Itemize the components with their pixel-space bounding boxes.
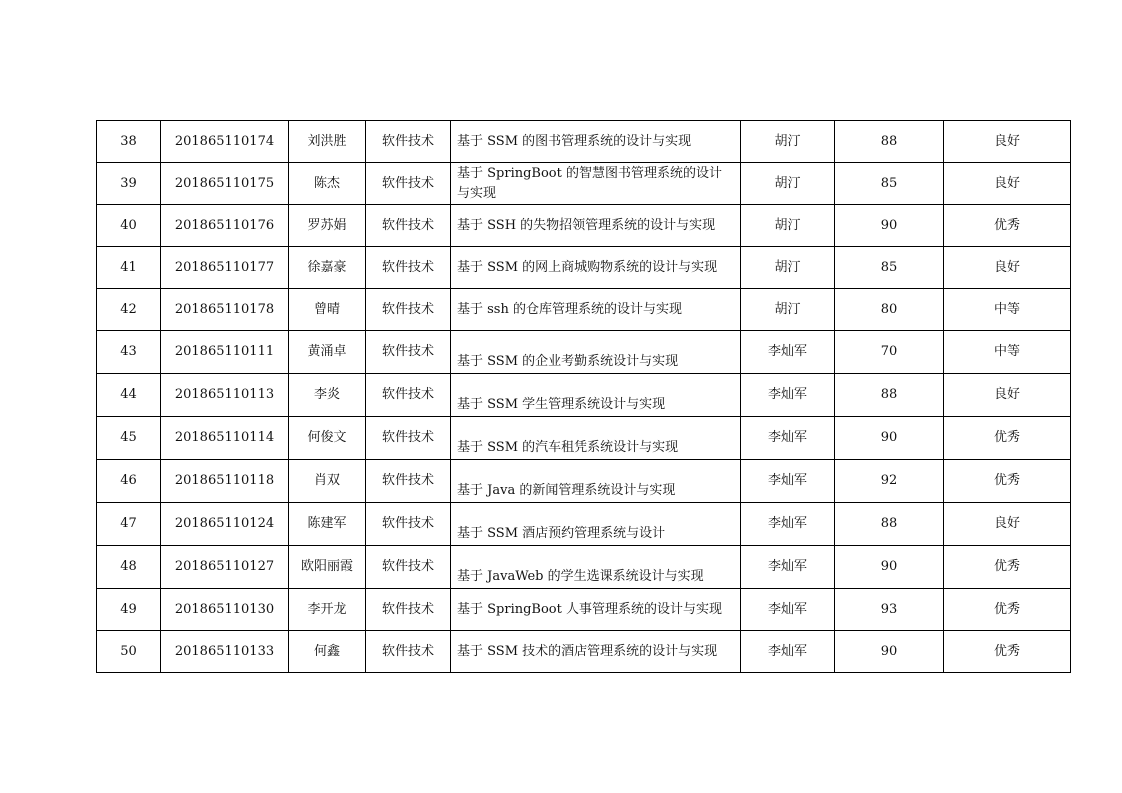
cell-grade bbox=[944, 589, 1071, 631]
score-text: 88 bbox=[880, 516, 898, 531]
student-name-text: 徐嘉豪 bbox=[307, 259, 347, 275]
cell-row-number bbox=[97, 121, 161, 163]
thesis-title-text: 基于 ssh 的仓库管理系统的设计与实现 bbox=[457, 301, 682, 317]
cell-student-id bbox=[161, 331, 289, 374]
cell-row-number bbox=[97, 631, 161, 673]
tutor-name-text: 胡汀 bbox=[774, 133, 801, 149]
cell-grade bbox=[944, 460, 1071, 503]
cell-thesis-title bbox=[451, 331, 741, 374]
major-text: 软件技术 bbox=[381, 643, 434, 659]
student-name-text: 李炎 bbox=[313, 387, 340, 402]
cell-tutor-name bbox=[741, 631, 835, 673]
cell-thesis-title bbox=[451, 374, 741, 417]
row-number-text: 38 bbox=[120, 133, 137, 149]
cell-major bbox=[366, 503, 451, 546]
cell-grade bbox=[944, 121, 1071, 163]
student-id-text: 201865110127 bbox=[174, 559, 275, 574]
thesis-title-text: 基于 SSM 的图书管理系统的设计与实现 bbox=[457, 133, 692, 149]
thesis-title-text: 基于 SSM 的企业考勤系统设计与实现 bbox=[457, 354, 679, 369]
grade-text: 优秀 bbox=[993, 473, 1020, 488]
row-number-text: 44 bbox=[120, 387, 137, 402]
tutor-name-text: 李灿军 bbox=[767, 601, 807, 617]
grade-text: 良好 bbox=[993, 516, 1020, 531]
cell-major bbox=[366, 247, 451, 289]
table-row bbox=[97, 247, 1071, 289]
cell-row-number bbox=[97, 205, 161, 247]
student-id-text: 201865110130 bbox=[174, 601, 275, 617]
tutor-name-text: 胡汀 bbox=[774, 259, 801, 275]
cell-score bbox=[835, 417, 944, 460]
cell-major bbox=[366, 374, 451, 417]
table-row bbox=[97, 163, 1071, 205]
cell-score bbox=[835, 289, 944, 331]
student-id-text: 201865110111 bbox=[174, 344, 275, 359]
cell-score bbox=[835, 374, 944, 417]
tutor-name-text: 李灿军 bbox=[767, 344, 807, 359]
student-name-text: 罗苏娟 bbox=[307, 217, 347, 233]
major-text: 软件技术 bbox=[381, 175, 434, 191]
cell-tutor-name bbox=[741, 374, 835, 417]
cell-student-name bbox=[289, 331, 366, 374]
cell-student-name bbox=[289, 631, 366, 673]
cell-major bbox=[366, 163, 451, 205]
cell-tutor-name bbox=[741, 460, 835, 503]
cell-tutor-name bbox=[741, 503, 835, 546]
grade-text: 良好 bbox=[993, 133, 1020, 149]
student-name-text: 陈杰 bbox=[313, 175, 340, 191]
cell-thesis-title bbox=[451, 289, 741, 331]
score-text: 90 bbox=[880, 217, 898, 233]
row-number-text: 39 bbox=[120, 175, 137, 191]
thesis-title-text: 基于 SSH 的失物招领管理系统的设计与实现 bbox=[457, 217, 716, 233]
score-text: 88 bbox=[880, 133, 898, 149]
student-id-text: 201865110177 bbox=[174, 259, 275, 275]
score-text: 90 bbox=[880, 430, 898, 445]
cell-grade bbox=[944, 631, 1071, 673]
row-number-text: 47 bbox=[120, 516, 137, 531]
cell-grade bbox=[944, 374, 1071, 417]
thesis-title-text: 基于 JavaWeb 的学生选课系统设计与实现 bbox=[457, 569, 704, 584]
score-text: 93 bbox=[880, 601, 898, 617]
score-text: 85 bbox=[880, 259, 898, 275]
student-name-text: 曾晴 bbox=[313, 301, 340, 317]
cell-thesis-title bbox=[451, 121, 741, 163]
cell-thesis-title bbox=[451, 546, 741, 589]
cell-major bbox=[366, 631, 451, 673]
student-id-text: 201865110178 bbox=[174, 301, 275, 317]
thesis-title-text: 基于 SpringBoot 的智慧图书管理系统的设计与实现 bbox=[457, 165, 722, 201]
grade-text: 中等 bbox=[993, 344, 1020, 359]
major-text: 软件技术 bbox=[381, 133, 434, 149]
cell-student-id bbox=[161, 417, 289, 460]
student-id-text: 201865110113 bbox=[174, 387, 275, 402]
cell-grade bbox=[944, 546, 1071, 589]
major-text: 软件技术 bbox=[381, 301, 434, 317]
cell-row-number bbox=[97, 374, 161, 417]
cell-student-id bbox=[161, 460, 289, 503]
cell-row-number bbox=[97, 589, 161, 631]
cell-tutor-name bbox=[741, 289, 835, 331]
cell-thesis-title bbox=[451, 163, 741, 205]
student-id-text: 201865110124 bbox=[174, 516, 275, 531]
cell-score bbox=[835, 631, 944, 673]
cell-grade bbox=[944, 205, 1071, 247]
table-row bbox=[97, 374, 1071, 417]
cell-major bbox=[366, 289, 451, 331]
cell-tutor-name bbox=[741, 331, 835, 374]
cell-row-number bbox=[97, 546, 161, 589]
cell-student-name bbox=[289, 460, 366, 503]
results-table bbox=[96, 120, 1071, 673]
score-text: 70 bbox=[880, 344, 898, 359]
student-id-text: 201865110175 bbox=[174, 175, 275, 191]
major-text: 软件技术 bbox=[381, 430, 434, 445]
table-row bbox=[97, 331, 1071, 374]
tutor-name-text: 李灿军 bbox=[767, 643, 807, 659]
cell-thesis-title bbox=[451, 205, 741, 247]
cell-grade bbox=[944, 247, 1071, 289]
grade-text: 良好 bbox=[993, 175, 1020, 191]
row-number-text: 45 bbox=[120, 430, 137, 445]
major-text: 软件技术 bbox=[381, 473, 434, 488]
tutor-name-text: 胡汀 bbox=[774, 175, 801, 191]
cell-major bbox=[366, 121, 451, 163]
cell-tutor-name bbox=[741, 163, 835, 205]
cell-student-id bbox=[161, 205, 289, 247]
cell-thesis-title bbox=[451, 460, 741, 503]
cell-thesis-title bbox=[451, 503, 741, 546]
cell-major bbox=[366, 205, 451, 247]
cell-student-name bbox=[289, 374, 366, 417]
cell-grade bbox=[944, 331, 1071, 374]
cell-thesis-title bbox=[451, 589, 741, 631]
major-text: 软件技术 bbox=[381, 559, 434, 574]
row-number-text: 48 bbox=[120, 559, 137, 574]
grade-text: 优秀 bbox=[993, 601, 1020, 617]
student-id-text: 201865110133 bbox=[174, 643, 275, 659]
cell-score bbox=[835, 205, 944, 247]
thesis-title-text: 基于 SSM 的汽车租凭系统设计与实现 bbox=[457, 440, 679, 455]
student-name-text: 李开龙 bbox=[307, 601, 347, 617]
thesis-title-text: 基于 SSM 学生管理系统设计与实现 bbox=[457, 397, 666, 412]
tutor-name-text: 李灿军 bbox=[767, 473, 807, 488]
cell-score bbox=[835, 121, 944, 163]
cell-score bbox=[835, 331, 944, 374]
cell-grade bbox=[944, 163, 1071, 205]
cell-row-number bbox=[97, 163, 161, 205]
cell-row-number bbox=[97, 247, 161, 289]
table-row bbox=[97, 503, 1071, 546]
cell-tutor-name bbox=[741, 247, 835, 289]
cell-row-number bbox=[97, 417, 161, 460]
cell-student-name bbox=[289, 247, 366, 289]
cell-student-id bbox=[161, 589, 289, 631]
cell-grade bbox=[944, 289, 1071, 331]
table-row bbox=[97, 631, 1071, 673]
student-name-text: 欧阳丽霞 bbox=[300, 559, 353, 574]
major-text: 软件技术 bbox=[381, 217, 434, 233]
cell-score bbox=[835, 546, 944, 589]
tutor-name-text: 胡汀 bbox=[774, 301, 801, 317]
grade-text: 优秀 bbox=[993, 643, 1020, 659]
student-name-text: 刘洪胜 bbox=[307, 133, 347, 149]
cell-student-name bbox=[289, 163, 366, 205]
cell-tutor-name bbox=[741, 546, 835, 589]
grade-text: 优秀 bbox=[993, 559, 1020, 574]
cell-row-number bbox=[97, 460, 161, 503]
cell-student-id bbox=[161, 374, 289, 417]
score-text: 90 bbox=[880, 559, 898, 574]
row-number-text: 41 bbox=[120, 259, 137, 275]
row-number-text: 43 bbox=[120, 344, 137, 359]
grade-text: 良好 bbox=[993, 259, 1020, 275]
cell-major bbox=[366, 546, 451, 589]
cell-student-name bbox=[289, 503, 366, 546]
cell-score bbox=[835, 460, 944, 503]
cell-student-id bbox=[161, 289, 289, 331]
cell-tutor-name bbox=[741, 589, 835, 631]
cell-row-number bbox=[97, 503, 161, 546]
major-text: 软件技术 bbox=[381, 344, 434, 359]
table-row bbox=[97, 121, 1071, 163]
results-table-body bbox=[97, 121, 1071, 673]
table-row bbox=[97, 205, 1071, 247]
thesis-title-text: 基于 SpringBoot 人事管理系统的设计与实现 bbox=[457, 601, 722, 617]
thesis-title-text: 基于 SSM 的网上商城购物系统的设计与实现 bbox=[457, 259, 718, 275]
cell-row-number bbox=[97, 289, 161, 331]
tutor-name-text: 胡汀 bbox=[774, 217, 801, 233]
student-id-text: 201865110176 bbox=[174, 217, 275, 233]
row-number-text: 40 bbox=[120, 217, 137, 233]
cell-student-name bbox=[289, 289, 366, 331]
major-text: 软件技术 bbox=[381, 601, 434, 617]
grade-text: 良好 bbox=[993, 387, 1020, 402]
cell-tutor-name bbox=[741, 205, 835, 247]
grade-text: 中等 bbox=[993, 301, 1020, 317]
student-name-text: 何俊文 bbox=[307, 430, 347, 445]
cell-student-id bbox=[161, 121, 289, 163]
score-text: 85 bbox=[880, 175, 898, 191]
table-row bbox=[97, 589, 1071, 631]
cell-tutor-name bbox=[741, 121, 835, 163]
cell-score bbox=[835, 589, 944, 631]
cell-major bbox=[366, 589, 451, 631]
cell-student-id bbox=[161, 546, 289, 589]
major-text: 软件技术 bbox=[381, 516, 434, 531]
table-row bbox=[97, 460, 1071, 503]
student-id-text: 201865110118 bbox=[174, 473, 275, 488]
score-text: 88 bbox=[880, 387, 898, 402]
cell-major bbox=[366, 460, 451, 503]
cell-major bbox=[366, 331, 451, 374]
cell-student-id bbox=[161, 247, 289, 289]
grade-text: 优秀 bbox=[993, 430, 1020, 445]
row-number-text: 42 bbox=[120, 301, 137, 317]
cell-student-id bbox=[161, 631, 289, 673]
row-number-text: 50 bbox=[120, 643, 137, 659]
thesis-title-text: 基于 SSM 酒店预约管理系统与设计 bbox=[457, 526, 666, 541]
student-name-text: 黄涌卓 bbox=[307, 344, 347, 359]
cell-row-number bbox=[97, 331, 161, 374]
major-text: 软件技术 bbox=[381, 387, 434, 402]
grade-text: 优秀 bbox=[993, 217, 1020, 233]
cell-student-name bbox=[289, 417, 366, 460]
cell-student-name bbox=[289, 205, 366, 247]
score-text: 80 bbox=[880, 301, 898, 317]
student-name-text: 陈建军 bbox=[307, 516, 347, 531]
tutor-name-text: 李灿军 bbox=[767, 430, 807, 445]
tutor-name-text: 李灿军 bbox=[767, 516, 807, 531]
tutor-name-text: 李灿军 bbox=[767, 559, 807, 574]
table-row bbox=[97, 417, 1071, 460]
cell-major bbox=[366, 417, 451, 460]
tutor-name-text: 李灿军 bbox=[767, 387, 807, 402]
row-number-text: 46 bbox=[120, 473, 137, 488]
score-text: 90 bbox=[880, 643, 898, 659]
score-text: 92 bbox=[880, 473, 898, 488]
cell-score bbox=[835, 247, 944, 289]
cell-grade bbox=[944, 503, 1071, 546]
cell-student-id bbox=[161, 163, 289, 205]
table-row bbox=[97, 289, 1071, 331]
cell-student-name bbox=[289, 121, 366, 163]
cell-thesis-title bbox=[451, 417, 741, 460]
table-row bbox=[97, 546, 1071, 589]
cell-student-name bbox=[289, 589, 366, 631]
student-id-text: 201865110174 bbox=[174, 133, 275, 149]
cell-student-name bbox=[289, 546, 366, 589]
student-name-text: 何鑫 bbox=[313, 643, 340, 659]
cell-student-id bbox=[161, 503, 289, 546]
cell-tutor-name bbox=[741, 417, 835, 460]
row-number-text: 49 bbox=[120, 601, 137, 617]
major-text: 软件技术 bbox=[381, 259, 434, 275]
cell-thesis-title bbox=[451, 247, 741, 289]
cell-grade bbox=[944, 417, 1071, 460]
cell-score bbox=[835, 163, 944, 205]
thesis-title-text: 基于 Java 的新闻管理系统设计与实现 bbox=[457, 483, 676, 498]
cell-thesis-title bbox=[451, 631, 741, 673]
cell-score bbox=[835, 503, 944, 546]
student-name-text: 肖双 bbox=[313, 473, 340, 488]
student-id-text: 201865110114 bbox=[174, 430, 275, 445]
thesis-title-text: 基于 SSM 技术的酒店管理系统的设计与实现 bbox=[457, 643, 718, 659]
